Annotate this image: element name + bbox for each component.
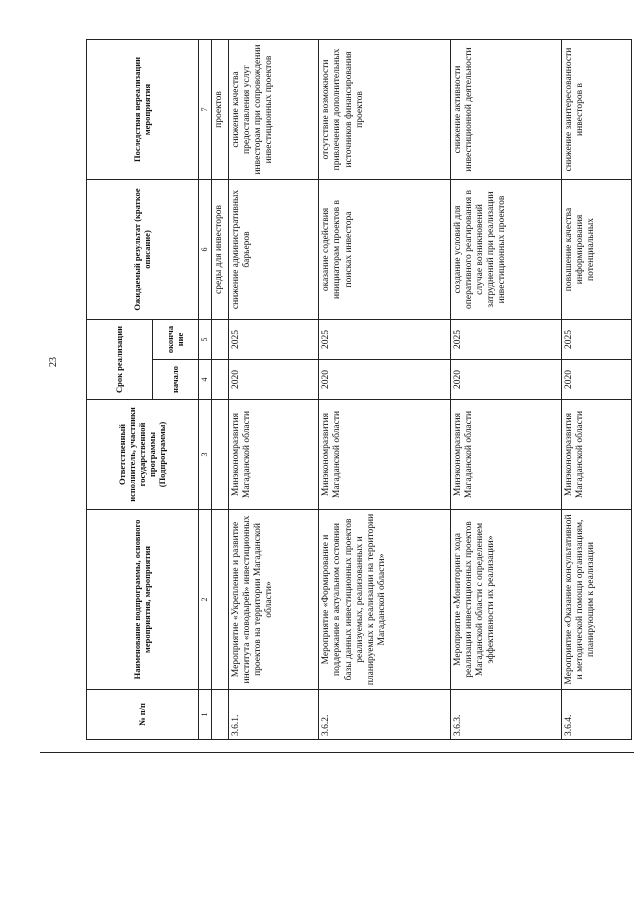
header-term-start: начало — [153, 360, 199, 400]
rotated-table-container — [86, 40, 632, 740]
row-end: 2025 — [319, 320, 450, 360]
row-name: Мероприятие «Мониторинг хода реализации инвестиционных проектов Магаданской области с определением эффективности их реализации» — [450, 510, 561, 690]
column-number: 2 — [198, 510, 211, 690]
row-start: 2020 — [319, 360, 450, 400]
table-row — [228, 40, 319, 740]
row-result: снижение административных барьеров — [228, 180, 319, 320]
header-consequences: Последствия нереализации мероприятия — [87, 40, 199, 180]
footer-divider — [40, 752, 634, 753]
row-end: 2025 — [228, 320, 319, 360]
row-name: Мероприятие «Формирование и поддержание в актуальном состоянии базы данных инвестиционных проектов реализуемых, реализованных и планируемых к реализации на территории Магаданской области» — [319, 510, 450, 690]
header-executor: Ответственный исполнитель, участники государственной программы (Подпрограммы) — [87, 400, 199, 510]
row-executor: Минэкономразвития Магаданской области — [319, 400, 450, 510]
row-result: оказание содействия инициаторам проектов в поисках инвестора — [319, 180, 450, 320]
header-num: № п/п — [87, 690, 199, 740]
row-result: повышение качества информирования потенциальных — [561, 180, 631, 320]
row-name: Мероприятие «Укрепление и развитие института «поводырей» инвестиционных проектов на территории Магаданской области» — [228, 510, 319, 690]
row-end: 2025 — [450, 320, 561, 360]
row-executor: Минэкономразвития Магаданской области — [450, 400, 561, 510]
row-num: 3.6.3. — [450, 690, 561, 740]
header-row — [87, 40, 153, 740]
table-row — [319, 40, 450, 740]
row-executor: Минэкономразвития Магаданской области — [561, 400, 631, 510]
continued-row — [211, 40, 228, 740]
row-consequences: снижение качества предоставления услуг инвесторам при сопровождении инвестиционных проектов — [228, 40, 319, 180]
column-number: 5 — [198, 320, 211, 360]
row-end: 2025 — [561, 320, 631, 360]
column-number: 7 — [198, 40, 211, 180]
row-consequences: снижение активности инвестиционной деятельности — [450, 40, 561, 180]
column-number: 4 — [198, 360, 211, 400]
row-start: 2020 — [561, 360, 631, 400]
row-start: 2020 — [450, 360, 561, 400]
row-name: Мероприятие «Оказание консультативной и методической помощи организациям, планирующим к реализации — [561, 510, 631, 690]
row-start: 2020 — [228, 360, 319, 400]
header-term: Срок реализации — [87, 320, 153, 400]
continued-consequences: проектов — [211, 40, 228, 180]
continued-result: среды для инвесторов — [211, 180, 228, 320]
row-consequences: отсутствие возможности привлечения дополнительных источников финансирования проектов — [319, 40, 450, 180]
row-executor: Минэкономразвития Магаданской области — [228, 400, 319, 510]
column-number: 3 — [198, 400, 211, 510]
row-result: создание условий для оперативного реагирования в случае возникновений затруднений при реализации инвестиционных проектов — [450, 180, 561, 320]
measures-table — [86, 39, 632, 740]
row-num: 3.6.1. — [228, 690, 319, 740]
page-number: 23 — [48, 357, 59, 367]
row-consequences: снижение заинтересованности инвесторов в — [561, 40, 631, 180]
header-name: Наименование подпрограммы, основного мероприятия, мероприятия — [87, 510, 199, 690]
column-number-row — [198, 40, 211, 740]
table-row — [450, 40, 561, 740]
column-number: 1 — [198, 690, 211, 740]
header-result: Ожидаемый результат (краткое описание) — [87, 180, 199, 320]
column-number: 6 — [198, 180, 211, 320]
header-term-end: оконча ние — [153, 320, 199, 360]
row-num: 3.6.4. — [561, 690, 631, 740]
row-num: 3.6.2. — [319, 690, 450, 740]
table-row — [561, 40, 631, 740]
